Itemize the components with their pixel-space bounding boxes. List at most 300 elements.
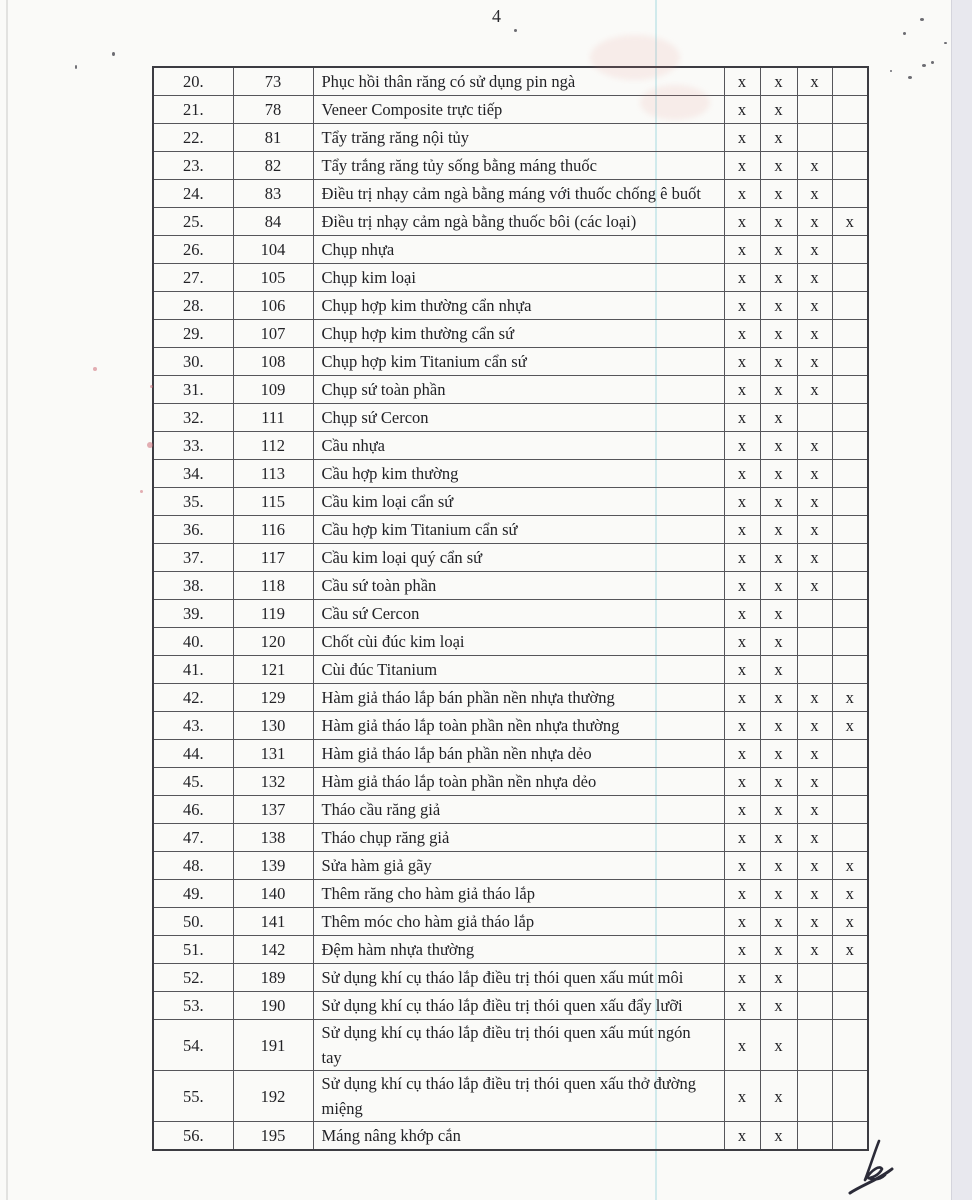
- mark-cell-3: x: [797, 768, 832, 796]
- mark-cell-4: [832, 460, 868, 488]
- procedure-code: 112: [233, 432, 313, 460]
- mark-cell-1: x: [724, 544, 760, 572]
- mark-cell-4: x: [832, 684, 868, 712]
- row-number: 32.: [153, 404, 233, 432]
- table-row: [153, 96, 868, 124]
- table-row: [153, 852, 868, 880]
- mark-cell-4: [832, 320, 868, 348]
- procedure-name: Tẩy trắng răng tủy sống bằng máng thuốc: [313, 152, 724, 180]
- paper-left-edge: [6, 0, 8, 1200]
- mark-cell-1: x: [724, 404, 760, 432]
- mark-cell-2: x: [760, 1071, 797, 1122]
- table-row: [153, 348, 868, 376]
- mark-cell-1: x: [724, 740, 760, 768]
- table-row: [153, 796, 868, 824]
- procedure-code: 118: [233, 572, 313, 600]
- table-row: [153, 656, 868, 684]
- mark-cell-2: x: [760, 656, 797, 684]
- table-row: [153, 544, 868, 572]
- mark-cell-2: x: [760, 96, 797, 124]
- mark-cell-1: x: [724, 600, 760, 628]
- procedure-code: 119: [233, 600, 313, 628]
- mark-cell-3: [797, 964, 832, 992]
- row-number: 35.: [153, 488, 233, 516]
- table-row: [153, 964, 868, 992]
- mark-cell-3: x: [797, 740, 832, 768]
- table-row: [153, 936, 868, 964]
- mark-cell-1: x: [724, 460, 760, 488]
- mark-cell-1: x: [724, 236, 760, 264]
- procedure-name: Cầu hợp kim thường: [313, 460, 724, 488]
- procedure-name: Hàm giả tháo lắp bán phần nền nhựa dẻo: [313, 740, 724, 768]
- table-row: [153, 1071, 868, 1122]
- mark-cell-3: [797, 992, 832, 1020]
- mark-cell-4: x: [832, 208, 868, 236]
- mark-cell-4: x: [832, 712, 868, 740]
- table-row: [153, 432, 868, 460]
- procedure-code: 138: [233, 824, 313, 852]
- table-row: [153, 180, 868, 208]
- mark-cell-3: x: [797, 880, 832, 908]
- mark-cell-3: [797, 124, 832, 152]
- row-number: 28.: [153, 292, 233, 320]
- mark-cell-3: x: [797, 796, 832, 824]
- mark-cell-4: [832, 656, 868, 684]
- mark-cell-2: x: [760, 348, 797, 376]
- mark-cell-4: [832, 404, 868, 432]
- row-number: 34.: [153, 460, 233, 488]
- row-number: 22.: [153, 124, 233, 152]
- mark-cell-1: x: [724, 376, 760, 404]
- table-row: [153, 152, 868, 180]
- mark-cell-3: x: [797, 236, 832, 264]
- procedure-code: 116: [233, 516, 313, 544]
- procedure-code: 131: [233, 740, 313, 768]
- procedure-code: 113: [233, 460, 313, 488]
- mark-cell-3: x: [797, 67, 832, 96]
- procedure-table: [152, 66, 869, 1151]
- mark-cell-3: [797, 628, 832, 656]
- procedure-name: Hàm giả tháo lắp bán phần nền nhựa thường: [313, 684, 724, 712]
- mark-cell-3: x: [797, 292, 832, 320]
- procedure-code: 111: [233, 404, 313, 432]
- mark-cell-2: x: [760, 684, 797, 712]
- row-number: 20.: [153, 67, 233, 96]
- procedure-table-body: [153, 67, 868, 1150]
- mark-cell-2: x: [760, 824, 797, 852]
- row-number: 33.: [153, 432, 233, 460]
- mark-cell-3: x: [797, 152, 832, 180]
- mark-cell-3: [797, 1020, 832, 1071]
- mark-cell-2: x: [760, 1122, 797, 1151]
- mark-cell-1: x: [724, 908, 760, 936]
- mark-cell-3: x: [797, 684, 832, 712]
- mark-cell-1: x: [724, 768, 760, 796]
- mark-cell-2: x: [760, 264, 797, 292]
- procedure-code: 192: [233, 1071, 313, 1122]
- table-row: [153, 712, 868, 740]
- procedure-code: 115: [233, 488, 313, 516]
- procedure-name: Tẩy trăng răng nội tủy: [313, 124, 724, 152]
- procedure-code: 83: [233, 180, 313, 208]
- procedure-code: 107: [233, 320, 313, 348]
- mark-cell-2: x: [760, 740, 797, 768]
- mark-cell-4: x: [832, 936, 868, 964]
- row-number: 31.: [153, 376, 233, 404]
- procedure-code: 191: [233, 1020, 313, 1071]
- procedure-code: 78: [233, 96, 313, 124]
- procedure-name: Cầu sứ Cercon: [313, 600, 724, 628]
- mark-cell-3: x: [797, 572, 832, 600]
- row-number: 39.: [153, 600, 233, 628]
- table-row: [153, 264, 868, 292]
- table-row: [153, 572, 868, 600]
- mark-cell-2: x: [760, 712, 797, 740]
- mark-cell-1: x: [724, 208, 760, 236]
- mark-cell-4: [832, 348, 868, 376]
- mark-cell-1: x: [724, 1122, 760, 1151]
- mark-cell-2: x: [760, 796, 797, 824]
- mark-cell-1: x: [724, 628, 760, 656]
- procedure-name: Chụp kim loại: [313, 264, 724, 292]
- mark-cell-3: [797, 1122, 832, 1151]
- row-number: 48.: [153, 852, 233, 880]
- table-row: [153, 600, 868, 628]
- mark-cell-3: [797, 96, 832, 124]
- mark-cell-1: x: [724, 992, 760, 1020]
- procedure-code: 84: [233, 208, 313, 236]
- procedure-code: 140: [233, 880, 313, 908]
- procedure-name: Veneer Composite trực tiếp: [313, 96, 724, 124]
- mark-cell-2: x: [760, 236, 797, 264]
- mark-cell-1: x: [724, 684, 760, 712]
- table-row: [153, 376, 868, 404]
- row-number: 40.: [153, 628, 233, 656]
- mark-cell-3: x: [797, 264, 832, 292]
- mark-cell-2: x: [760, 320, 797, 348]
- mark-cell-2: x: [760, 516, 797, 544]
- mark-cell-1: x: [724, 488, 760, 516]
- mark-cell-3: x: [797, 544, 832, 572]
- procedure-code: 106: [233, 292, 313, 320]
- table-row: [153, 908, 868, 936]
- mark-cell-3: [797, 1071, 832, 1122]
- mark-cell-3: x: [797, 488, 832, 516]
- mark-cell-2: x: [760, 880, 797, 908]
- row-number: 29.: [153, 320, 233, 348]
- mark-cell-1: x: [724, 152, 760, 180]
- procedure-name: Phục hồi thân răng có sử dụng pin ngà: [313, 67, 724, 96]
- table-row: [153, 124, 868, 152]
- mark-cell-4: [832, 67, 868, 96]
- mark-cell-4: [832, 600, 868, 628]
- mark-cell-1: x: [724, 572, 760, 600]
- mark-cell-3: x: [797, 376, 832, 404]
- row-number: 46.: [153, 796, 233, 824]
- procedure-name: Cầu kim loại quý cẩn sứ: [313, 544, 724, 572]
- table-row: [153, 67, 868, 96]
- row-number: 21.: [153, 96, 233, 124]
- mark-cell-4: [832, 236, 868, 264]
- mark-cell-4: x: [832, 852, 868, 880]
- procedure-name: Sử dụng khí cụ tháo lắp điều trị thói quen xấu mút ngón tay: [313, 1020, 724, 1071]
- table-row: [153, 824, 868, 852]
- mark-cell-3: [797, 600, 832, 628]
- procedure-name: Sử dụng khí cụ tháo lắp điều trị thói quen xấu mút môi: [313, 964, 724, 992]
- row-number: 47.: [153, 824, 233, 852]
- procedure-code: 73: [233, 67, 313, 96]
- mark-cell-2: x: [760, 208, 797, 236]
- procedure-name: Đệm hàm nhựa thường: [313, 936, 724, 964]
- mark-cell-4: [832, 964, 868, 992]
- procedure-code: 121: [233, 656, 313, 684]
- handwritten-mark: [846, 1138, 910, 1196]
- table-row: [153, 236, 868, 264]
- mark-cell-3: [797, 656, 832, 684]
- mark-cell-2: x: [760, 600, 797, 628]
- procedure-code: 137: [233, 796, 313, 824]
- row-number: 45.: [153, 768, 233, 796]
- mark-cell-1: x: [724, 432, 760, 460]
- row-number: 51.: [153, 936, 233, 964]
- table-row: [153, 740, 868, 768]
- mark-cell-1: x: [724, 796, 760, 824]
- procedure-name: Tháo chụp răng giả: [313, 824, 724, 852]
- row-number: 24.: [153, 180, 233, 208]
- mark-cell-2: x: [760, 936, 797, 964]
- row-number: 44.: [153, 740, 233, 768]
- procedure-name: Cầu hợp kim Titanium cẩn sứ: [313, 516, 724, 544]
- mark-cell-4: x: [832, 908, 868, 936]
- procedure-name: Cầu kim loại cẩn sứ: [313, 488, 724, 516]
- procedure-code: 189: [233, 964, 313, 992]
- mark-cell-4: [832, 992, 868, 1020]
- procedure-code: 195: [233, 1122, 313, 1151]
- row-number: 42.: [153, 684, 233, 712]
- procedure-name: Thêm móc cho hàm giả tháo lắp: [313, 908, 724, 936]
- mark-cell-2: x: [760, 628, 797, 656]
- procedure-code: 130: [233, 712, 313, 740]
- table-row: [153, 208, 868, 236]
- procedure-code: 81: [233, 124, 313, 152]
- mark-cell-3: [797, 404, 832, 432]
- mark-cell-3: x: [797, 460, 832, 488]
- mark-cell-2: x: [760, 1020, 797, 1071]
- mark-cell-4: [832, 180, 868, 208]
- mark-cell-1: x: [724, 180, 760, 208]
- procedure-name: Điều trị nhạy cảm ngà bằng thuốc bôi (các loại): [313, 208, 724, 236]
- procedure-name: Chốt cùi đúc kim loại: [313, 628, 724, 656]
- row-number: 23.: [153, 152, 233, 180]
- mark-cell-1: x: [724, 124, 760, 152]
- row-number: 37.: [153, 544, 233, 572]
- procedure-name: Chụp sứ Cercon: [313, 404, 724, 432]
- row-number: 54.: [153, 1020, 233, 1071]
- mark-cell-3: x: [797, 824, 832, 852]
- row-number: 25.: [153, 208, 233, 236]
- procedure-name: Chụp hợp kim thường cẩn nhựa: [313, 292, 724, 320]
- mark-cell-2: x: [760, 292, 797, 320]
- mark-cell-2: x: [760, 460, 797, 488]
- mark-cell-2: x: [760, 432, 797, 460]
- table-row: [153, 628, 868, 656]
- mark-cell-2: x: [760, 488, 797, 516]
- mark-cell-2: x: [760, 67, 797, 96]
- mark-cell-4: [832, 1020, 868, 1071]
- mark-cell-2: x: [760, 376, 797, 404]
- mark-cell-2: x: [760, 992, 797, 1020]
- mark-cell-1: x: [724, 320, 760, 348]
- row-number: 50.: [153, 908, 233, 936]
- mark-cell-4: [832, 1071, 868, 1122]
- mark-cell-4: [832, 432, 868, 460]
- procedure-name: Thêm răng cho hàm giả tháo lắp: [313, 880, 724, 908]
- mark-cell-4: [832, 544, 868, 572]
- mark-cell-4: [832, 768, 868, 796]
- table-row: [153, 516, 868, 544]
- mark-cell-3: x: [797, 320, 832, 348]
- mark-cell-1: x: [724, 516, 760, 544]
- mark-cell-1: x: [724, 936, 760, 964]
- scanner-edge-band: [951, 0, 972, 1200]
- mark-cell-4: x: [832, 880, 868, 908]
- table-row: [153, 404, 868, 432]
- mark-cell-1: x: [724, 712, 760, 740]
- procedure-code: 129: [233, 684, 313, 712]
- mark-cell-3: x: [797, 712, 832, 740]
- table-row: [153, 460, 868, 488]
- row-number: 52.: [153, 964, 233, 992]
- mark-cell-1: x: [724, 348, 760, 376]
- mark-cell-3: x: [797, 936, 832, 964]
- row-number: 49.: [153, 880, 233, 908]
- mark-cell-3: x: [797, 208, 832, 236]
- mark-cell-4: [832, 516, 868, 544]
- procedure-name: Cầu nhựa: [313, 432, 724, 460]
- mark-cell-3: x: [797, 516, 832, 544]
- procedure-name: Hàm giả tháo lắp toàn phần nền nhựa dẻo: [313, 768, 724, 796]
- procedure-name: Hàm giả tháo lắp toàn phần nền nhựa thường: [313, 712, 724, 740]
- row-number: 43.: [153, 712, 233, 740]
- table-row: [153, 292, 868, 320]
- mark-cell-1: x: [724, 852, 760, 880]
- table-row: [153, 320, 868, 348]
- mark-cell-2: x: [760, 908, 797, 936]
- page-number: 4: [492, 6, 501, 26]
- row-number: 30.: [153, 348, 233, 376]
- procedure-name: Cùi đúc Titanium: [313, 656, 724, 684]
- procedure-code: 117: [233, 544, 313, 572]
- procedure-code: 141: [233, 908, 313, 936]
- mark-cell-1: x: [724, 1071, 760, 1122]
- mark-cell-2: x: [760, 852, 797, 880]
- table-row: [153, 880, 868, 908]
- procedure-code: 120: [233, 628, 313, 656]
- mark-cell-1: x: [724, 1020, 760, 1071]
- mark-cell-4: [832, 96, 868, 124]
- procedure-code: 139: [233, 852, 313, 880]
- mark-cell-4: [832, 152, 868, 180]
- procedure-name: Sử dụng khí cụ tháo lắp điều trị thói quen xấu đẩy lưỡi: [313, 992, 724, 1020]
- mark-cell-1: x: [724, 292, 760, 320]
- mark-cell-2: x: [760, 152, 797, 180]
- procedure-code: 108: [233, 348, 313, 376]
- mark-cell-4: [832, 796, 868, 824]
- mark-cell-2: x: [760, 768, 797, 796]
- procedure-code: 82: [233, 152, 313, 180]
- mark-cell-3: x: [797, 180, 832, 208]
- row-number: 41.: [153, 656, 233, 684]
- procedure-name: Sử dụng khí cụ tháo lắp điều trị thói quen xấu thở đường miệng: [313, 1071, 724, 1122]
- table-row: [153, 684, 868, 712]
- row-number: 53.: [153, 992, 233, 1020]
- row-number: 38.: [153, 572, 233, 600]
- mark-cell-1: x: [724, 264, 760, 292]
- procedure-name: Điều trị nhạy cảm ngà bằng máng với thuốc chống ê buốt: [313, 180, 724, 208]
- mark-cell-4: [832, 376, 868, 404]
- mark-cell-2: x: [760, 124, 797, 152]
- mark-cell-4: [832, 264, 868, 292]
- procedure-code: 105: [233, 264, 313, 292]
- row-number: 56.: [153, 1122, 233, 1151]
- procedure-code: 132: [233, 768, 313, 796]
- table-row: [153, 488, 868, 516]
- table-row: [153, 1122, 868, 1151]
- row-number: 26.: [153, 236, 233, 264]
- mark-cell-2: x: [760, 404, 797, 432]
- mark-cell-1: x: [724, 824, 760, 852]
- row-number: 27.: [153, 264, 233, 292]
- mark-cell-4: [832, 628, 868, 656]
- mark-cell-4: [832, 572, 868, 600]
- procedure-name: Chụp hợp kim Titanium cẩn sứ: [313, 348, 724, 376]
- procedure-code: 104: [233, 236, 313, 264]
- procedure-name: Tháo cầu răng giả: [313, 796, 724, 824]
- mark-cell-3: x: [797, 348, 832, 376]
- table-row: [153, 992, 868, 1020]
- procedure-name: Máng nâng khớp cắn: [313, 1122, 724, 1151]
- procedure-name: Chụp hợp kim thường cẩn sứ: [313, 320, 724, 348]
- procedure-name: Chụp nhựa: [313, 236, 724, 264]
- procedure-name: Cầu sứ toàn phần: [313, 572, 724, 600]
- mark-cell-4: [832, 824, 868, 852]
- procedure-code: 109: [233, 376, 313, 404]
- table-row: [153, 1020, 868, 1071]
- mark-cell-1: x: [724, 964, 760, 992]
- procedure-name: Sửa hàm giả gãy: [313, 852, 724, 880]
- row-number: 36.: [153, 516, 233, 544]
- procedure-code: 142: [233, 936, 313, 964]
- mark-cell-2: x: [760, 964, 797, 992]
- mark-cell-3: x: [797, 432, 832, 460]
- mark-cell-2: x: [760, 572, 797, 600]
- row-number: 55.: [153, 1071, 233, 1122]
- table-row: [153, 768, 868, 796]
- mark-cell-1: x: [724, 96, 760, 124]
- mark-cell-4: [832, 124, 868, 152]
- mark-cell-2: x: [760, 544, 797, 572]
- mark-cell-2: x: [760, 180, 797, 208]
- mark-cell-1: x: [724, 67, 760, 96]
- procedure-name: Chụp sứ toàn phần: [313, 376, 724, 404]
- mark-cell-1: x: [724, 880, 760, 908]
- mark-cell-4: [832, 292, 868, 320]
- mark-cell-1: x: [724, 656, 760, 684]
- mark-cell-3: x: [797, 908, 832, 936]
- mark-cell-4: [832, 740, 868, 768]
- procedure-code: 190: [233, 992, 313, 1020]
- mark-cell-3: x: [797, 852, 832, 880]
